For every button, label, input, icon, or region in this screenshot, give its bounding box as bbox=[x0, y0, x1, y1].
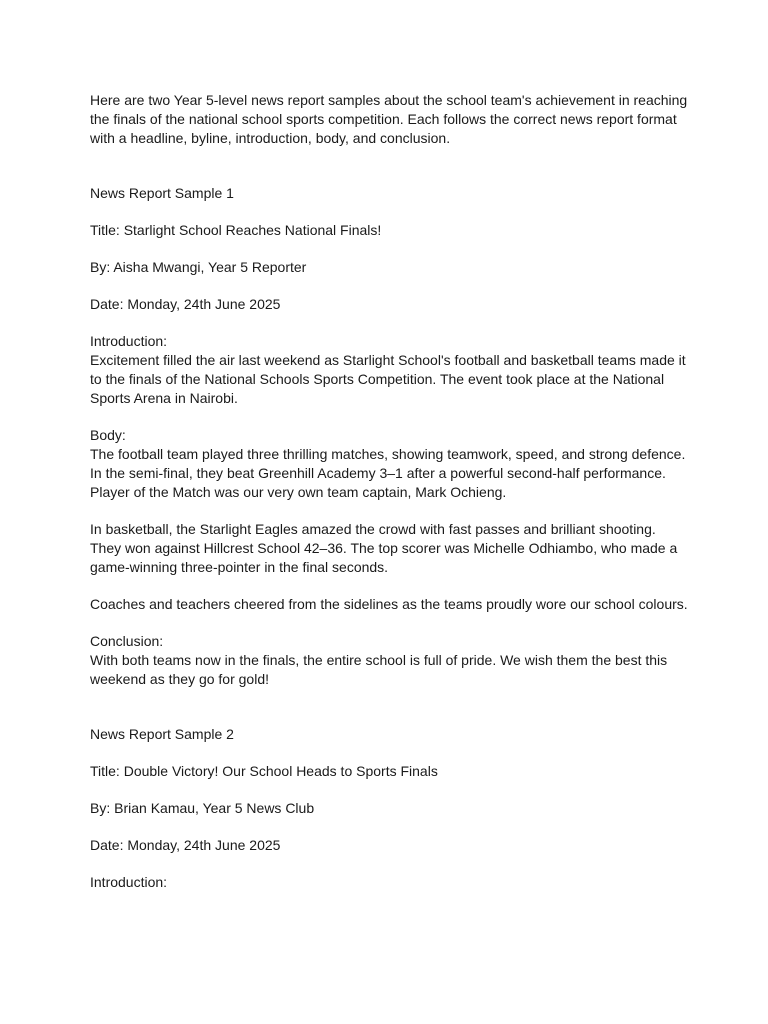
sample-2-title: Title: Double Victory! Our School Heads to Sports Finals bbox=[90, 763, 438, 779]
sample-1-introduction-label: Introduction: bbox=[90, 333, 168, 349]
sample-2-heading: News Report Sample 2 bbox=[90, 726, 234, 742]
document-page bbox=[90, 91, 690, 892]
sample-1-date: Date: Monday, 24th June 2025 bbox=[90, 296, 281, 312]
sample-1-body-paragraph-1: The football team played three thrilling matches, showing teamwork, speed, and strong defence. In the semi-final, they beat Greenhill Academy 3–1 after a powerful second-half performance. Player of the Match was our very own team captain, Mark Ochieng. bbox=[90, 446, 686, 500]
sample-1-body-label: Body: bbox=[90, 427, 126, 443]
sample-2-date: Date: Monday, 24th June 2025 bbox=[90, 837, 281, 853]
sample-1-conclusion-label: Conclusion: bbox=[90, 633, 164, 649]
sample-1-conclusion-text: With both teams now in the finals, the entire school is full of pride. We wish them the best this weekend as they go for gold! bbox=[90, 652, 668, 687]
sample-2-byline: By: Brian Kamau, Year 5 News Club bbox=[90, 800, 315, 816]
sample-1-introduction-text: Excitement filled the air last weekend as Starlight School's football and basketball teams made it to the finals of the National Schools Sports Competition. The event took place at the National Sports Arena in Nairobi. bbox=[90, 352, 686, 406]
sample-1-heading: News Report Sample 1 bbox=[90, 185, 234, 201]
sample-1-byline: By: Aisha Mwangi, Year 5 Reporter bbox=[90, 259, 307, 275]
sample-1-body-paragraph-2: In basketball, the Starlight Eagles amazed the crowd with fast passes and brilliant shooting. They won against Hillcrest School 42–36. The top scorer was Michelle Odhiambo, who made a game-winning three-pointer in the final seconds. bbox=[90, 521, 678, 575]
intro-paragraph: Here are two Year 5-level news report samples about the school team's achievement in reaching the finals of the national school sports competition. Each follows the correct news report format with a headline, byline, introduction, body, and conclusion. bbox=[90, 92, 688, 146]
sample-1-title: Title: Starlight School Reaches National Finals! bbox=[90, 222, 382, 238]
sample-1-body-paragraph-3: Coaches and teachers cheered from the sidelines as the teams proudly wore our school colours. bbox=[90, 596, 688, 612]
sample-2-introduction-label: Introduction: bbox=[90, 874, 168, 890]
